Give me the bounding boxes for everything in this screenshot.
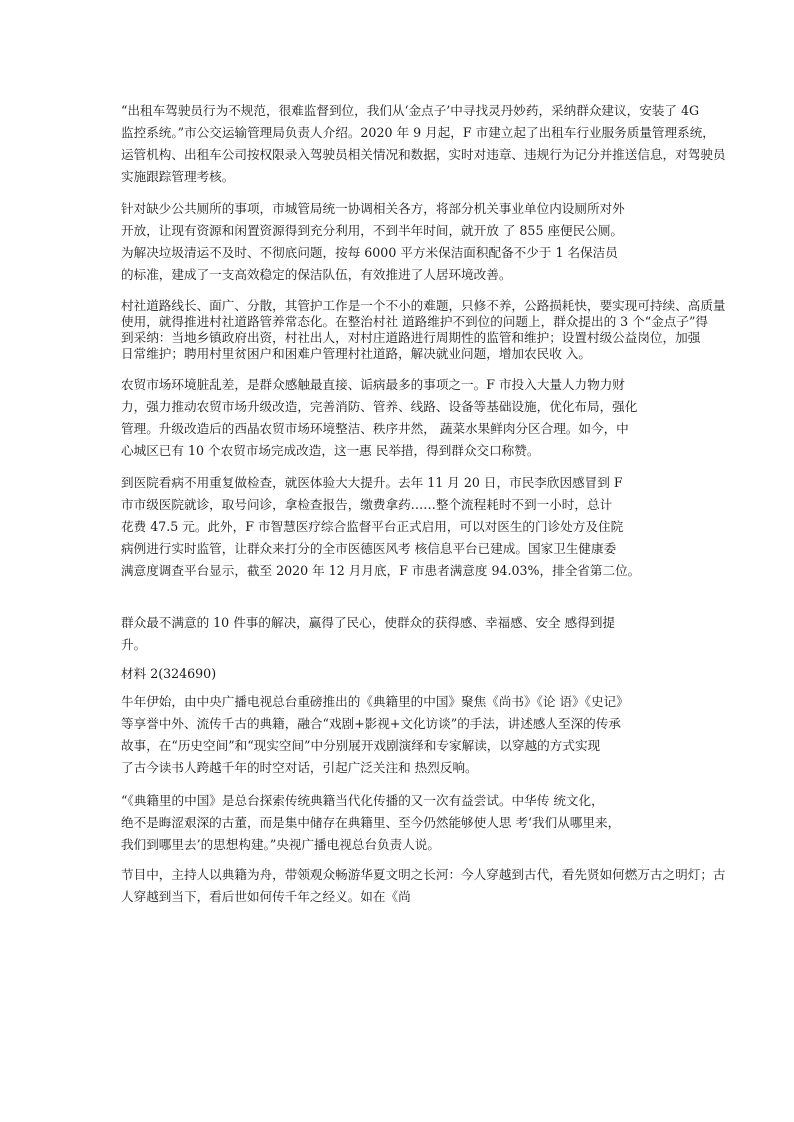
text-line: 心城区已有 10 个农贸市场完成改造，这一惠 民举措，得到群众交口称赞。 (121, 443, 540, 458)
text-line: 日常维护；聘用村里贫困户和困难户管理村社道路，解决就业问题，增加农民收 入。 (121, 346, 591, 361)
text-line: 了古今读书人跨越千年的时空对话，引起广泛关注和 热烈反响。 (121, 760, 478, 775)
text-line: 牛年伊始，由中央广播电视总台重磅推出的《典籍里的中国》聚焦《尚书》《论 语》《史记》 (121, 694, 629, 709)
text-line: 使用，就得推进村社道路管养常态化。在整治村社 道路维护不到位的问题上，群众提出的 3 个“金点子”得 (121, 314, 709, 329)
text-line: 开放，让现有资源和闲置资源得到充分利用，不到半年时间，就开放 了 855 座便民公厕。 (121, 223, 624, 238)
text-line: 故事，在“历史空间”和“现实空间”中分别展开戏剧演绎和专家解读，以穿越的方式实现 (121, 738, 601, 753)
text-line: 市市级医院就诊，取号问诊，拿检查报告，缴费拿药……整个流程耗时不到一小时，总计 (121, 497, 613, 512)
text-line: 我们到哪里去’的思想构建。”央视广播电视总台负责人说。 (121, 837, 440, 852)
text-line: 病例进行实时监管，让群众来打分的全市医德医风考 核信息平台已建成。国家卫生健康委 (121, 541, 617, 556)
text-line: 实施跟踪管理考核。 (121, 169, 235, 184)
text-line: 村社道路线长、面广、分散，其管护工作是一个不小的难题，只修不养，公路损耗快，要实现可持续、高质量 (121, 298, 726, 313)
text-line: 绝不是晦涩艰深的古董，而是集中储存在典籍里、至今仍然能够使人思 考‘我们从哪里来， (121, 815, 621, 830)
text-line: 满意度调查平台显示，截至 2020 年 12 月月底，F 市患者满意度 94.03%，排全省第二位。 (121, 563, 641, 578)
text-line: 力，强力推动农贸市场升级改造，完善消防、管养、线路、设备等基础设施，优化布局，强化 (121, 399, 638, 414)
text-line: 农贸市场环境脏乱差，是群众感触最直接、诟病最多的事项之一。F 市投入大量人力物力财 (121, 377, 625, 392)
text-line: 运管机构、出租车公司按权限录入驾驶员相关情况和数据，实时对违章、违规行为记分并推送信息，对驾驶员 (121, 147, 726, 162)
text-line: 的标准，建成了一支高效稳定的保洁队伍，有效推进了人居环境改善。 (121, 267, 512, 282)
text-line: 等享誉中外、流传千古的典籍，融合“戏剧+影视+文化访谈”的手法，讲述感人至深的传承 (121, 716, 621, 731)
text-line: 人穿越到当下，看后世如何传千年之经义。如在《尚 (121, 889, 411, 904)
text-line: 针对缺少公共厕所的事项，市城管局统一协调相关各方，将部分机关事业单位内设厕所对外 (121, 201, 625, 216)
text-line: 管理。升级改造后的西晶农贸市场环境整洁、秩序井然， 蔬菜水果鲜肉分区合理。如今，中 (121, 421, 629, 436)
section-heading: 材料 2(324690) (121, 666, 217, 681)
text-line: “出租车驾驶员行为不规范，很难监督到位，我们从‘金点子’中寻找灵丹妙药，采纳群众建议，安装了 4G (121, 103, 700, 118)
text-line: “《典籍里的中国》是总台探索传统典籍当代化传播的又一次有益尝试。中华传 统文化， (121, 793, 604, 808)
text-line: 到采纳：当地乡镇政府出资，村社出人，对村庄道路进行周期性的监管和维护；设置村级公益岗位，加强 (121, 330, 701, 345)
text-line: 为解决垃圾清运不及时、不彻底问题，按每 6000 平方米保洁面积配备不少于 1 名保洁员 (121, 245, 618, 260)
text-line: 升。 (121, 637, 147, 652)
text-line: 监控系统。”市公交运输管理局负责人介绍。2020 年 9 月起，F 市建立起了出租车行业服务质量管理系统， (121, 125, 715, 140)
text-line: 花费 47.5 元。此外，F 市智慧医疗综合监督平台正式启用，可以对医生的门诊处方及住院 (121, 519, 624, 534)
text-line: 节目中，主持人以典籍为舟，带领观众畅游华夏文明之长河：今人穿越到古代，看先贤如何燃万古之明灯；古 (121, 867, 726, 882)
text-line: 群众最不满意的 10 件事的解决，赢得了民心，使群众的获得感、幸福感、安全 感得到提 (121, 615, 616, 630)
text-line: 到医院看病不用重复做检查，就医体验大大提升。去年 11 月 20 日，市民李欣因感冒到 F (121, 475, 623, 490)
